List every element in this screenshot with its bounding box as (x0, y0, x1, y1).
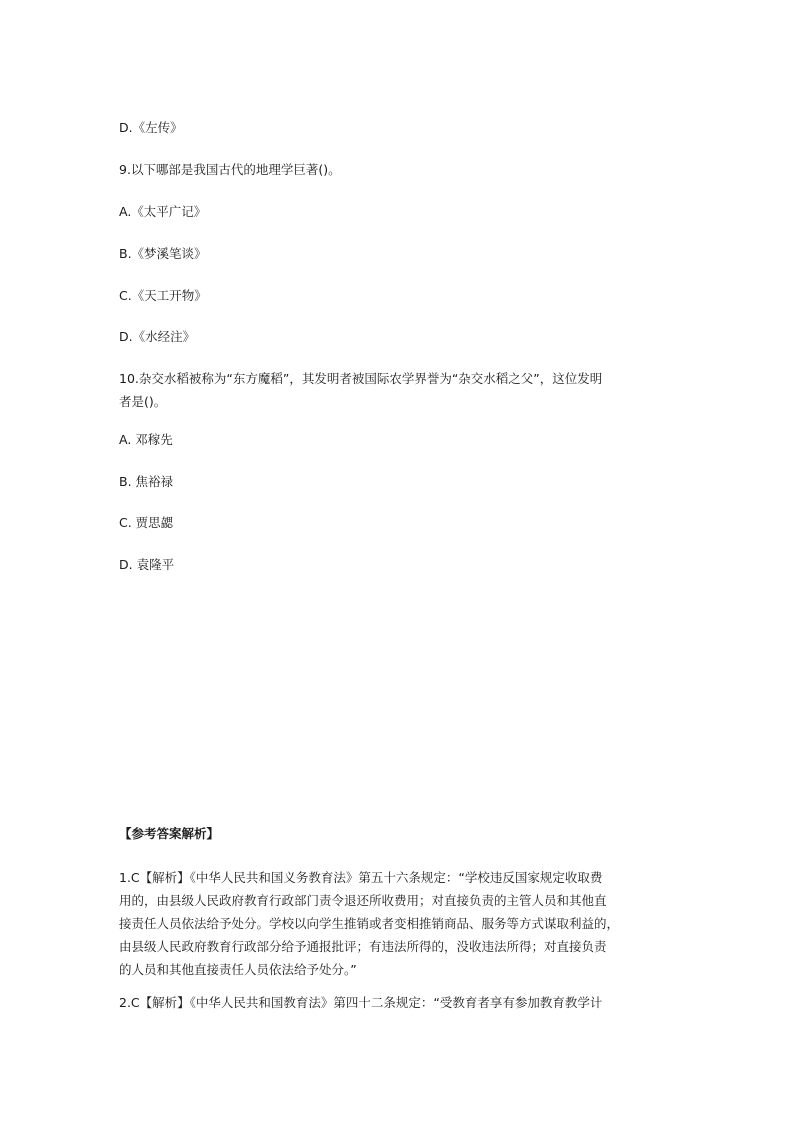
q10-option-a: A. 邓稼先 (119, 432, 173, 447)
answer-1-line3: 接责任人员依法给予处分。学校以向学生推销或者变相推销商品、服务等方式谋取利益的， (119, 916, 620, 931)
q10-stem-line2: 者是()。 (119, 394, 167, 409)
answers-heading: 【参考答案解析】 (119, 826, 220, 841)
q10-stem-line1: 10.杂交水稻被称为“东方魔稻”，其发明者被国际农学界誉为“杂交水稻之父”，这位发明 (119, 371, 603, 386)
q9-option-d: D.《水经注》 (119, 329, 196, 344)
q9-option-c: C.《天工开物》 (119, 288, 207, 303)
q9-option-a: A.《太平广记》 (119, 204, 207, 219)
q8-option-d: D.《左传》 (119, 120, 183, 135)
answer-1-line5: 的人员和其他直接责任人员依法给予处分。” (119, 962, 357, 977)
answer-2 (119, 991, 679, 1014)
answer-1-line1: 1.C【解析】《中华人民共和国义务教育法》第五十六条规定：“学校违反国家规定收取费 (119, 870, 603, 885)
q10-option-c: C. 贾思勰 (119, 515, 174, 530)
answer-1 (119, 866, 679, 981)
q10-option-b: B. 焦裕禄 (119, 474, 174, 489)
q10-stem (119, 367, 679, 413)
q9-option-b: B.《梦溪笔谈》 (119, 246, 207, 261)
answer-2-line1: 2.C【解析】《中华人民共和国教育法》第四十二条规定：“受教育者享有参加教育教学计 (119, 995, 603, 1010)
q10-option-d: D. 袁隆平 (119, 557, 175, 572)
answer-1-line2: 用的，由县级人民政府教育行政部门责令退还所收费用；对直接负责的主管人员和其他直 (119, 893, 607, 908)
q9-stem: 9.以下哪部是我国古代的地理学巨著()。 (119, 162, 341, 177)
answer-1-line4: 由县级人民政府教育行政部分给予通报批评；有违法所得的，没收违法所得；对直接负责 (119, 939, 607, 954)
